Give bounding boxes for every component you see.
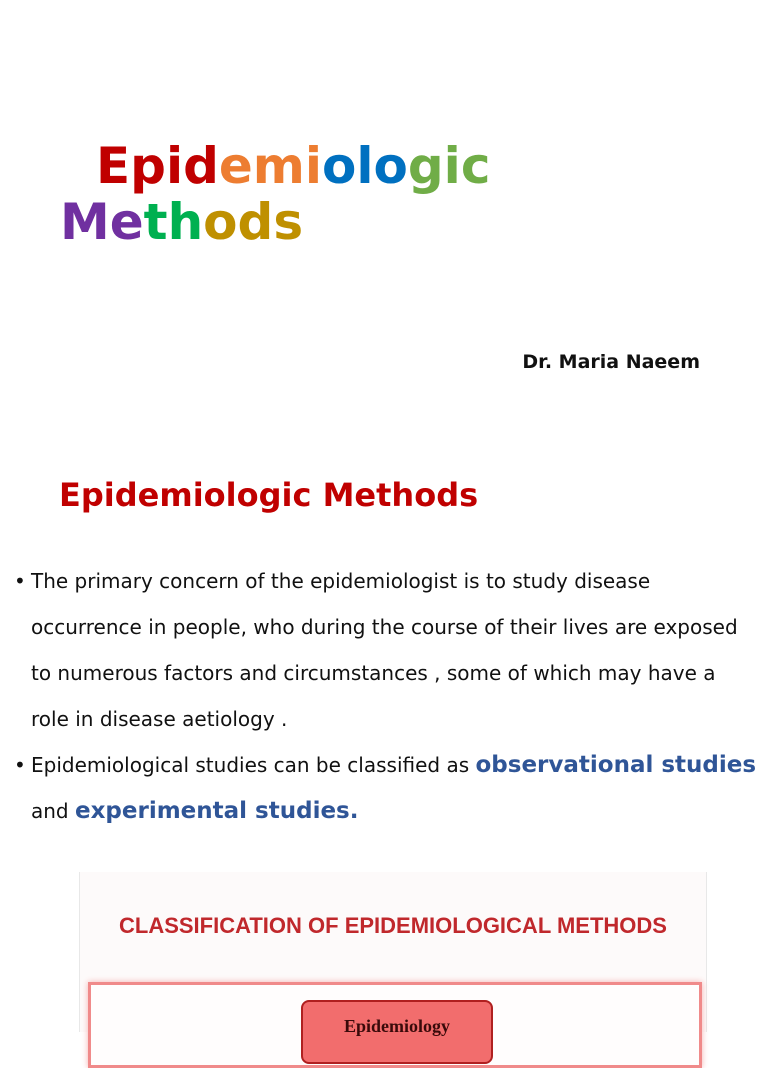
figure-root-box <box>301 1000 493 1064</box>
bullet-dot-icon: • <box>14 569 26 593</box>
highlight-experimental: experimental studies. <box>74 798 359 824</box>
bullet-text: The primary concern of the epidemiologist is to study disease occurrence in people, who during the course of their lives are exposed to numerous factors and circumstances , some of which may have a role in disease aetiology . <box>31 569 738 731</box>
main-title-line-1 <box>96 138 490 194</box>
bullet-dot-icon: • <box>14 753 26 777</box>
author-name: Dr. Maria Naeem <box>522 351 700 373</box>
title-segment: emi <box>218 137 323 195</box>
bullet-item <box>14 558 759 742</box>
bullet-text: and <box>31 799 75 823</box>
slide-heading: Epidemiologic Methods <box>59 476 479 514</box>
title-slide <box>0 0 768 440</box>
bullet-item <box>14 742 759 834</box>
content-slide <box>0 440 768 1036</box>
title-segment: Epid <box>96 137 219 195</box>
bullet-text: Epidemiological studies can be classified as <box>31 753 476 777</box>
figure-root-label: Epidemiology <box>343 1016 450 1036</box>
classification-figure <box>79 872 707 1036</box>
highlight-observational: observational studies <box>475 752 757 778</box>
main-title-line-2 <box>60 194 303 250</box>
title-segment: Me <box>60 193 144 251</box>
title-segment: olo <box>322 137 408 195</box>
title-segment: ods <box>203 193 304 251</box>
bullet-list <box>14 558 759 834</box>
title-segment: th <box>143 193 204 251</box>
figure-title: CLASSIFICATION OF EPIDEMIOLOGICAL METHODS <box>119 913 667 938</box>
title-segment: gic <box>407 137 491 195</box>
